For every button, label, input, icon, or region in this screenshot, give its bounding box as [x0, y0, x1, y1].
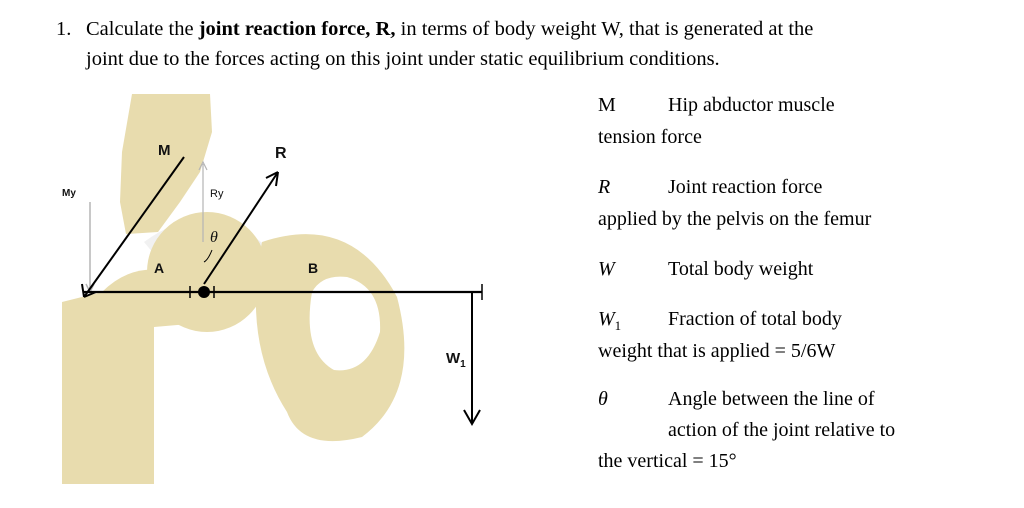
label-A: A: [154, 260, 165, 276]
question-line-2: joint due to the forces acting on this joint under static equilibrium conditions.: [86, 48, 720, 70]
legend-w-desc: Total body weight: [668, 258, 814, 280]
label-W1-letter: W: [446, 350, 461, 367]
label-M: M: [158, 142, 171, 159]
legend-theta-desc3: the vertical = 15°: [598, 450, 737, 472]
legend-w1-desc2: weight that is applied = 5/6W: [598, 340, 836, 362]
question-line-1-pre: Calculate the: [86, 18, 199, 40]
legend-w1-sub: 1: [614, 318, 622, 333]
label-W1-sub: 1: [460, 359, 466, 370]
label-R: R: [275, 145, 287, 162]
label-Ry: Ry: [210, 188, 224, 200]
legend-m-desc: Hip abductor muscle: [668, 94, 835, 116]
legend-theta-desc: Angle between the line of: [668, 388, 875, 410]
label-B: B: [308, 260, 319, 276]
hip-joint-figure: [62, 92, 494, 484]
label-W1: [446, 350, 466, 370]
label-My: My: [62, 188, 76, 199]
legend-w1-letter: W: [598, 308, 615, 330]
legend-m-symbol: M: [598, 94, 616, 116]
joint-center: [198, 286, 210, 298]
legend-r-symbol: R: [598, 176, 611, 198]
legend-w1-desc: Fraction of total body: [668, 308, 842, 330]
question-line-1-post: in terms of body weight W, that is generated at the: [395, 18, 814, 40]
legend-m-desc2: tension force: [598, 126, 702, 148]
legend-r-desc: Joint reaction force: [668, 176, 823, 198]
question-bold-term: joint reaction force, R,: [198, 18, 396, 40]
pelvis-ring: [256, 234, 405, 441]
legend-theta-desc2: action of the joint relative to: [668, 419, 896, 441]
question-line-1: [86, 14, 813, 44]
legend-theta-symbol: θ: [598, 388, 608, 410]
label-theta: θ: [210, 229, 218, 246]
legend-r-desc2: applied by the pelvis on the femur: [598, 208, 872, 230]
legend-w-symbol: W: [598, 258, 615, 280]
femoral-head: [147, 212, 267, 332]
femur-shaft: [62, 292, 154, 484]
question-number: 1.: [56, 18, 72, 40]
